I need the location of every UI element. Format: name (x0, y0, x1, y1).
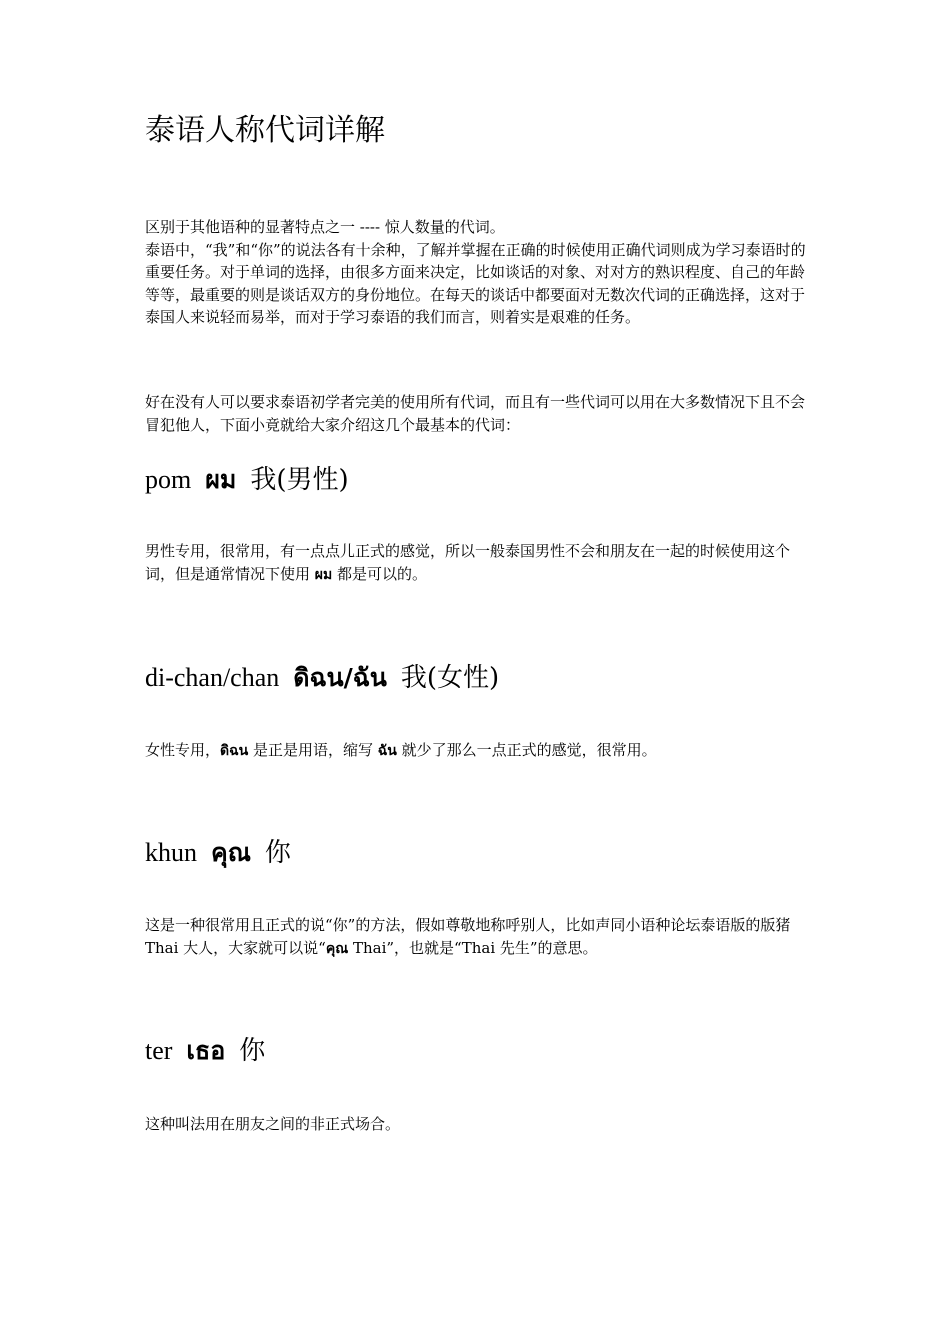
desc-thai-word: ฉัน (377, 743, 397, 759)
heading-latin: ter (145, 1036, 173, 1065)
heading-thai: เธอ (186, 1036, 226, 1065)
desc-text: 男性专用，很常用，有一点点儿正式的感觉，所以一般泰国男性不会和朋友在一起的时候使用这个词，但是通常情况下使用 (145, 542, 791, 583)
desc-text: 这是一种很常用且正式的说“你”的方法，假如尊敬地称呼别人，比如声同小语种论坛泰语版的版猪 Thai 大人，大家就可以说“ (145, 916, 791, 957)
section-heading-pom (145, 463, 349, 497)
heading-thai: คุณ (211, 838, 251, 867)
heading-thai: ผม (205, 465, 237, 494)
desc-text: 就少了那么一点正式的感觉，很常用。 (396, 741, 657, 759)
heading-meaning: 你 (239, 1036, 266, 1066)
section-desc-dichan (145, 739, 810, 763)
desc-text: 都是可以的。 (332, 564, 427, 583)
heading-meaning: 我(男性) (250, 465, 349, 495)
heading-meaning: 我(女性) (400, 663, 500, 693)
section-heading-ter (145, 1034, 265, 1068)
heading-latin: pom (145, 465, 192, 494)
intro-paragraph (145, 216, 810, 329)
intro-line: 区别于其他语种的显著特点之一 ---- 惊人数量的代词。 (145, 218, 505, 236)
page-title: 泰语人称代词详解 (145, 113, 385, 148)
intro-paragraph-2: 好在没有人可以要求泰语初学者完美的使用所有代词，而且有一些代词可以用在大多数情况下且不会冒犯他人，下面小竟就给大家介绍这几个最基本的代词： (145, 393, 806, 434)
desc-thai-word: ดิฉน (220, 743, 249, 759)
desc-text: 是正是用语，缩写 (248, 741, 378, 759)
section-desc-khun (145, 914, 810, 960)
desc-text: Thai”，也就是“Thai 先生”的意思。 (348, 938, 598, 957)
section-heading-khun (145, 836, 291, 870)
desc-thai-word: ผม (314, 566, 333, 583)
desc-text: 女性专用， (145, 741, 221, 759)
section-heading-dichan (145, 661, 499, 695)
heading-meaning: 你 (264, 838, 291, 868)
section-desc-ter: 这种叫法用在朋友之间的非正式场合。 (145, 1115, 401, 1133)
intro-body: 泰语中，“我”和“你”的说法各有十余种，了解并掌握在正确的时候使用正确代词则成为学习泰语时的重要任务。对于单词的选择，由很多方面来决定，比如谈话的对象、对对方的熟识程度、自己的年龄等等，最重要的则是谈话双方的身份地位。在每天的谈话中都要面对无数次代词的正确选择，这对于泰国人来说轻而易举，而对于学习泰语的我们而言，则着实是艰难的任务。 (145, 240, 806, 326)
heading-thai: ดิฉน/ฉัน (293, 663, 387, 692)
heading-latin: di-chan/chan (145, 663, 280, 692)
desc-thai-word: คุณ (325, 940, 349, 957)
section-desc-pom (145, 540, 810, 586)
heading-latin: khun (145, 838, 197, 867)
